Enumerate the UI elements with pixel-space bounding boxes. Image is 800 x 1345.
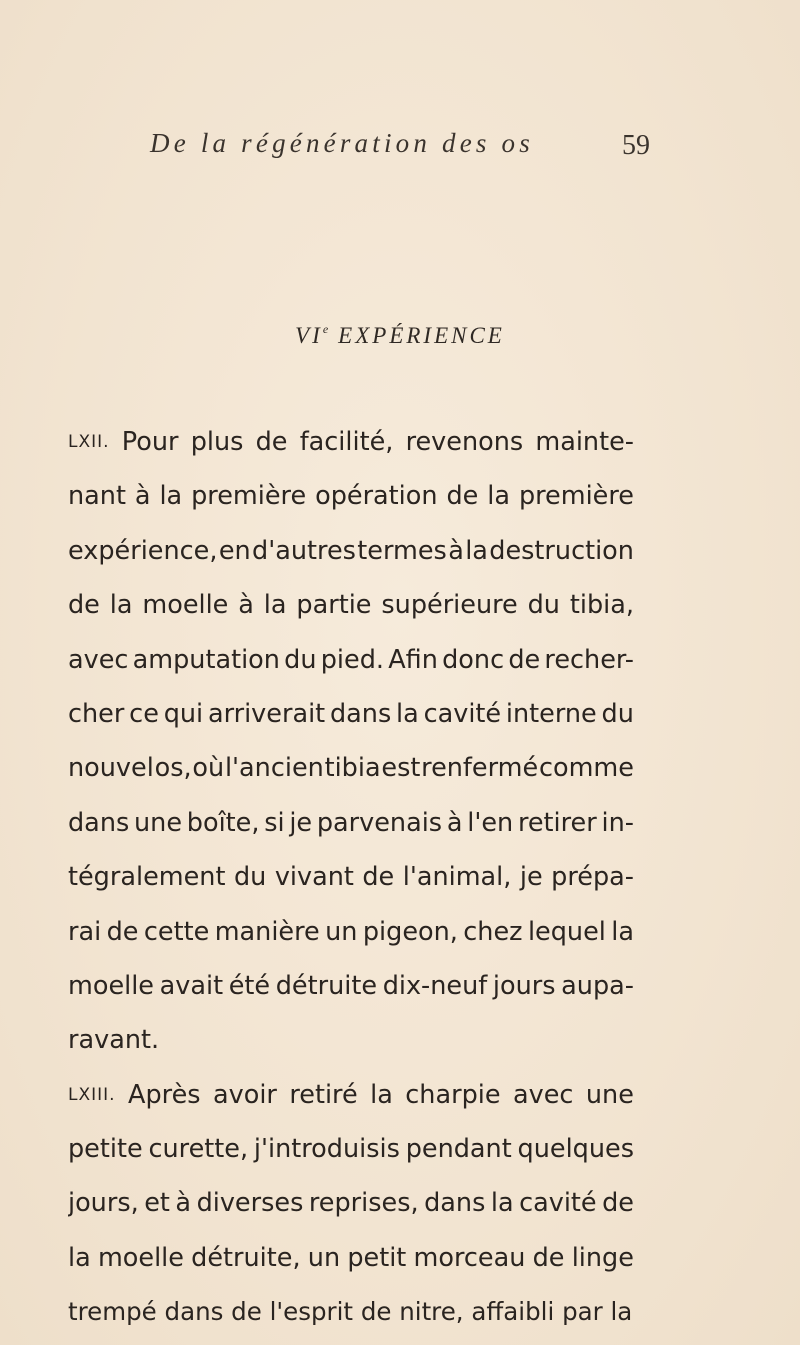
word: la xyxy=(465,535,488,566)
word: du xyxy=(527,590,560,621)
word: retiré xyxy=(289,1079,358,1110)
word: arriverait xyxy=(207,698,326,729)
word: est xyxy=(381,753,421,784)
word: de xyxy=(532,1242,565,1273)
word: diverses xyxy=(196,1188,304,1219)
word: par xyxy=(562,1297,603,1327)
word: une xyxy=(134,807,183,838)
word: aupa- xyxy=(561,970,634,1001)
word: retirer xyxy=(517,807,597,838)
word: en xyxy=(218,535,251,566)
word: l'esprit xyxy=(269,1297,354,1327)
word: moelle xyxy=(142,590,229,621)
word: et xyxy=(144,1188,170,1219)
word: jours xyxy=(492,970,556,1001)
section-title-text: EXPÉRIENCE xyxy=(338,323,505,348)
word: première xyxy=(518,481,634,512)
word: cavité xyxy=(423,698,502,729)
word: tégralement xyxy=(68,862,226,893)
word: la xyxy=(109,590,133,621)
word: dans xyxy=(164,1297,224,1327)
word: je xyxy=(289,807,313,838)
word: moelle xyxy=(97,1242,184,1273)
word: la xyxy=(490,1188,514,1219)
word: expérience, xyxy=(68,535,218,566)
word: avait xyxy=(159,970,224,1001)
text-line xyxy=(68,905,634,959)
word: pied. xyxy=(320,644,385,675)
word: avec xyxy=(513,1079,574,1110)
word: l'en xyxy=(467,807,514,838)
word: première xyxy=(191,481,307,512)
word: nitre, xyxy=(399,1297,464,1327)
word: de xyxy=(508,644,541,675)
word: de xyxy=(360,1297,392,1327)
word: comme xyxy=(538,753,634,784)
text-line xyxy=(68,850,634,904)
word: renfermé xyxy=(421,753,539,784)
word: chez xyxy=(463,916,523,947)
word: la xyxy=(68,1242,91,1273)
word: pigeon, xyxy=(362,916,458,947)
word: Après xyxy=(128,1079,201,1110)
word: dans xyxy=(424,1188,486,1219)
word: plus xyxy=(190,427,244,457)
word: à xyxy=(448,535,464,566)
word: termes xyxy=(357,535,447,566)
word: d'autres xyxy=(252,535,356,566)
text-line xyxy=(68,1285,634,1339)
word: détruite, xyxy=(191,1242,301,1273)
text-line xyxy=(68,687,634,741)
word: tibia, xyxy=(569,590,634,621)
running-title: De la régénération des os xyxy=(150,128,534,158)
text-line xyxy=(68,1068,634,1122)
word: jours, xyxy=(68,1188,139,1219)
word: à xyxy=(238,590,254,621)
word: j'introduisis xyxy=(253,1134,400,1165)
word: où xyxy=(192,753,225,784)
word: quelques xyxy=(517,1134,634,1165)
word: vivant xyxy=(274,862,354,893)
word: la xyxy=(159,481,183,512)
word: petite xyxy=(68,1134,143,1165)
word: dans xyxy=(68,807,130,838)
word: charpie xyxy=(405,1079,501,1110)
word: destruction xyxy=(489,535,634,566)
text-line xyxy=(68,1176,634,1230)
word: supérieure xyxy=(381,590,518,621)
word: la xyxy=(487,481,510,512)
word: lequel xyxy=(527,916,606,947)
text-line xyxy=(68,415,634,469)
word: cette xyxy=(143,916,210,947)
text-line xyxy=(68,633,634,687)
word: la xyxy=(263,590,287,621)
word: la xyxy=(396,698,419,729)
word: Afin xyxy=(388,644,438,675)
text-line xyxy=(68,1231,634,1285)
word: facilité, xyxy=(299,427,394,457)
word: détruite xyxy=(275,970,378,1001)
word: moelle xyxy=(68,970,154,1001)
word: reprises, xyxy=(308,1188,419,1219)
word: os, xyxy=(154,753,192,784)
word: nant xyxy=(68,481,126,512)
word: du xyxy=(284,644,317,675)
text-line xyxy=(68,524,634,578)
word: de xyxy=(602,1188,634,1219)
word: tibia xyxy=(324,753,381,784)
word: partie xyxy=(296,590,372,621)
page-number: 59 xyxy=(622,130,650,161)
word: été xyxy=(228,970,271,1001)
paragraph-marker: LXII. xyxy=(68,432,110,452)
word: linge xyxy=(571,1242,634,1273)
text-line xyxy=(68,741,634,795)
word: du xyxy=(233,862,267,893)
word: curette, xyxy=(148,1134,249,1165)
section-numeral: VI xyxy=(295,323,323,348)
word: dans xyxy=(329,698,392,729)
word: revenons xyxy=(405,427,524,457)
text-line xyxy=(68,578,634,632)
word: interne xyxy=(505,698,597,729)
word: l'animal, xyxy=(402,862,512,893)
text-line xyxy=(68,959,634,1013)
word: un xyxy=(325,916,358,947)
word: de xyxy=(255,427,288,457)
text-line xyxy=(68,796,634,850)
word: trempé xyxy=(68,1297,157,1327)
word: donc xyxy=(442,644,505,675)
word: de xyxy=(106,916,139,947)
word: à xyxy=(175,1188,192,1219)
word: je xyxy=(519,862,543,893)
text-line xyxy=(68,1122,634,1176)
section-heading xyxy=(0,322,800,349)
word: pendant xyxy=(405,1134,512,1165)
word: si xyxy=(264,807,285,838)
text-line xyxy=(68,1013,634,1067)
section-numeral-sup: e xyxy=(322,322,329,336)
word: manière xyxy=(214,916,320,947)
word: à xyxy=(134,481,151,512)
word: rai xyxy=(68,916,102,947)
word: de xyxy=(231,1297,262,1327)
word: avec xyxy=(68,644,129,675)
word: un xyxy=(307,1242,341,1273)
word: affaibli xyxy=(471,1297,555,1327)
word: petit xyxy=(347,1242,407,1273)
word: l'ancien xyxy=(224,753,324,784)
word: de xyxy=(68,590,100,621)
running-head xyxy=(150,128,650,168)
word: opération xyxy=(315,481,438,512)
word: dix-neuf xyxy=(382,970,488,1001)
word: morceau xyxy=(413,1242,526,1273)
word: recher- xyxy=(544,644,634,675)
word: la xyxy=(611,916,634,947)
word: qui xyxy=(163,698,204,729)
word: Pour xyxy=(121,427,179,457)
word: du xyxy=(601,698,634,729)
body-text xyxy=(68,415,634,1340)
word: nouvel xyxy=(68,753,154,784)
word: avoir xyxy=(213,1079,277,1110)
word: ravant. xyxy=(68,1025,160,1056)
word: de xyxy=(446,481,479,512)
word: parvenais xyxy=(316,807,443,838)
word: une xyxy=(585,1079,634,1110)
word: in- xyxy=(601,807,634,838)
word: amputation xyxy=(132,644,280,675)
word: la xyxy=(610,1297,633,1327)
text-line xyxy=(68,469,634,523)
word: la xyxy=(370,1079,393,1110)
paragraph-marker: LXIII. xyxy=(68,1084,116,1105)
word: cher xyxy=(68,698,125,729)
word: mainte- xyxy=(535,427,634,457)
word: boîte, xyxy=(186,807,260,838)
word: de xyxy=(362,862,395,893)
word: à xyxy=(446,807,463,838)
word: ce xyxy=(129,698,159,729)
word: cavité xyxy=(519,1188,597,1219)
word: prépa- xyxy=(551,862,634,893)
